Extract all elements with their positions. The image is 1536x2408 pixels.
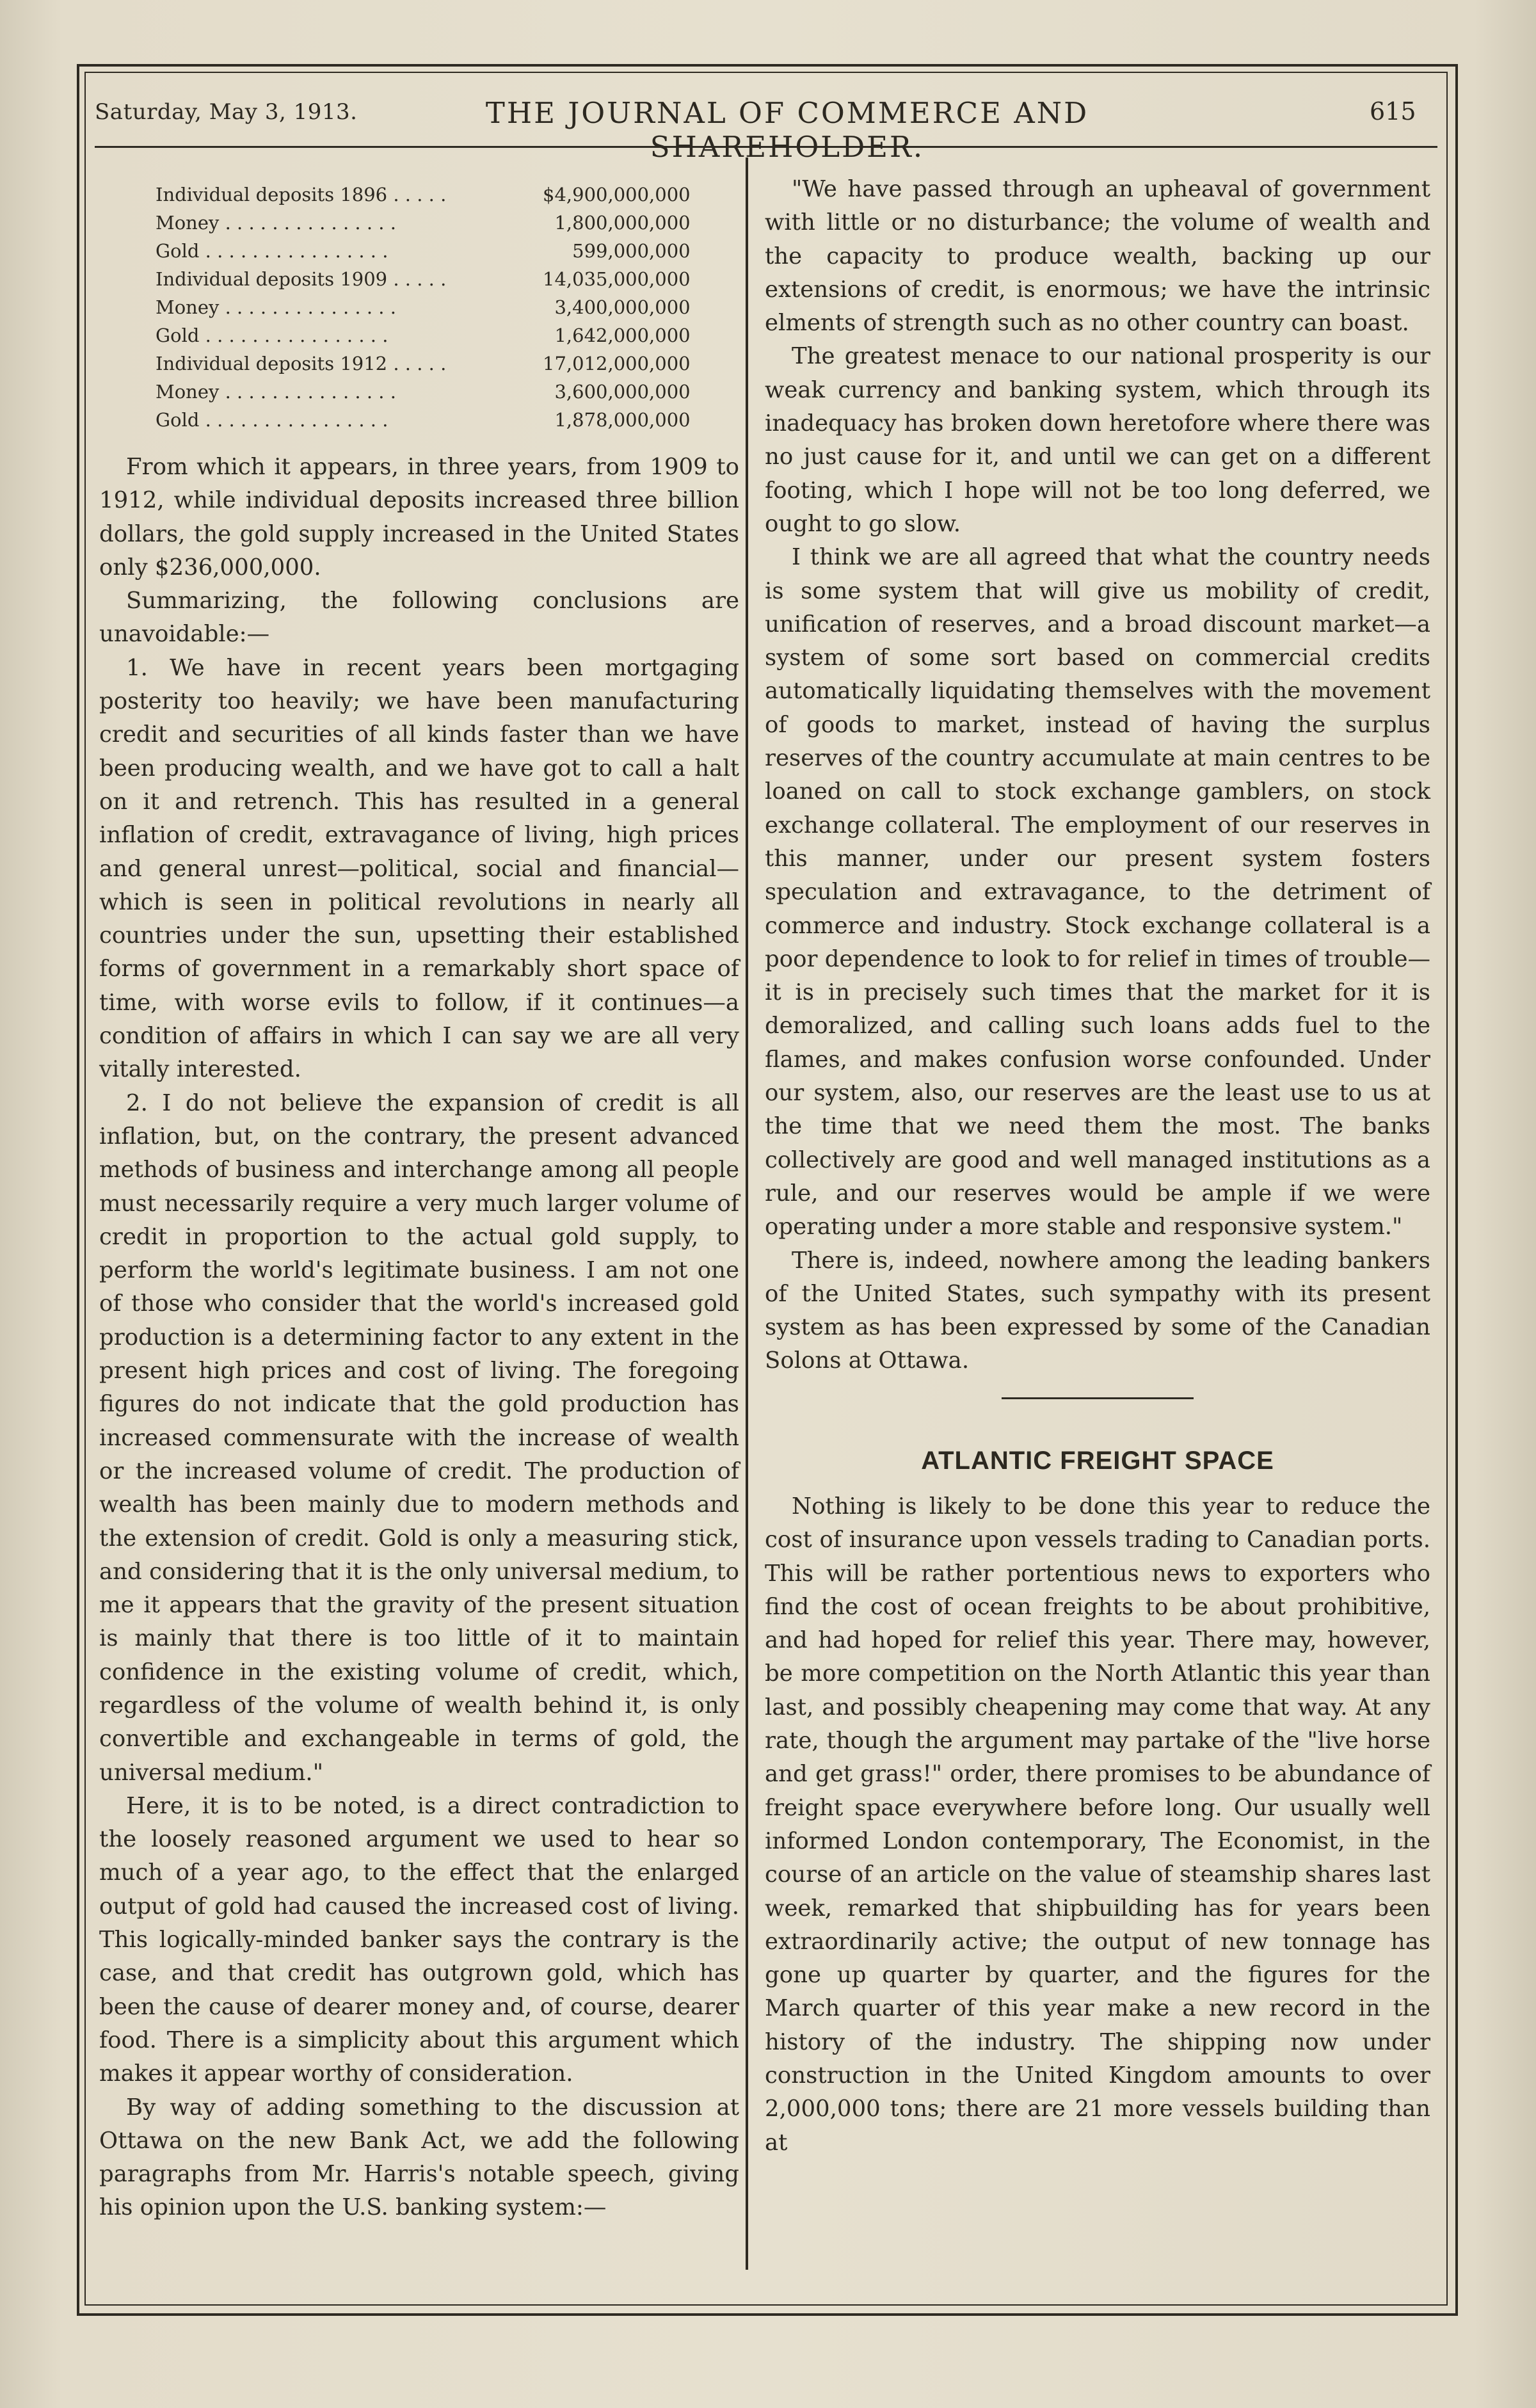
paragraph: From which it appears, in three years, from 1909 to 1912, while individual deposits increased three billion dollars, the gold supply increased in the United States only $236,000,000.	[99, 454, 739, 581]
column-divider	[746, 157, 748, 2270]
row-value: 14,035,000,000	[543, 268, 691, 290]
paragraph: Here, it is to be noted, is a direct contradiction to the loosely reasoned argument we used to hear so much of a year ago, to the effect that the enlarged output of gold had caused the increased cost of living. This logically-minded banker says the contrary is the case, and that credit has outgrown gold, which has been the cause of dearer money and, of course, dearer food. There is a simplicity about this argument which makes it appear worthy of consideration.	[99, 1792, 739, 2087]
row-label: Individual deposits 1912 . . . . .	[156, 353, 447, 374]
paragraph: 2. I do not believe the expansion of credit is all inflation, but, on the contrary, the present advanced methods of business and interchange among all people must necessarily require a very much larger volume of credit in proportion to the actual gold supply, to perform the world's legitimate business. I am not one of those who consider that the world's increased gold production is a determining factor to any extent in the present high prices and cost of living. The foregoing figures do not indicate that the gold production has increased commensurate with the increase of wealth or the increased volume of credit. The production of wealth has been mainly due to modern methods and the extension of credit. Gold is only a measuring stick, and considering that it is the only universal medium, to me it appears that the gravity of the present situation is mainly that there is too little of it to maintain confidence in the existing volume of credit, which, regardless of the volume of wealth behind it, is only convertible and exchangeable in terms of gold, the universal medium."	[99, 1089, 739, 1786]
table-row	[156, 237, 691, 265]
paragraph: I think we are all agreed that what the country needs is some system that will give us mobility of credit, unification of reserves, and a broad discount market—a system of some sort based on commercial credits automatically liquidating themselves with the movement of goods to market, instead of having the surplus reserves of the country accumulate at main centres to be loaned on call to stock exchange gamblers, on stock exchange collateral. The employment of our reserves in this manner, under our present system fosters speculation and extravagance, to the detriment of commerce and industry. Stock exchange collateral is a poor dependence to look to for relief in times of trouble—it is in precisely such times that the market for it is demoralized, and calling such loans adds fuel to the flames, and makes confusion worse confounded. Under our system, also, our reserves are the least use to us at the time that we need them the most. The banks collectively are good and well managed institutions as a rule, and our reserves would be ample if we were operating under a more stable and responsive system."	[765, 544, 1430, 1240]
page-number: 615	[1370, 97, 1416, 125]
table-row	[156, 349, 691, 378]
paragraph: The greatest menace to our national prosperity is our weak currency and banking system, which through its inadequacy has broken down heretofore where there was no just cause for it, and until we can get on a different footing, which I hope will not be too long deferred, we ought to go slow.	[765, 343, 1430, 537]
row-value: $4,900,000,000	[543, 184, 691, 205]
journal-title: THE JOURNAL OF COMMERCE AND SHAREHOLDER.	[485, 96, 1089, 164]
row-value: 599,000,000	[572, 240, 691, 262]
row-label: Individual deposits 1896 . . . . .	[156, 184, 447, 205]
section-separator	[1002, 1397, 1194, 1399]
table-row	[156, 406, 691, 434]
article-headline: ATLANTIC FREIGHT SPACE	[921, 1446, 1274, 1475]
paragraph: 1. We have in recent years been mortgaging posterity too heavily; we have been manufacturing credit and securities of all kinds faster than we have been producing wealth, and we have got to call a halt on it and retrench. This has resulted in a general inflation of credit, extravagance of living, high prices and general unrest—political, social and financial—which is seen in political revolutions in nearly all countries under the sun, upsetting their established forms of government in a remarkably short space of time, with worse evils to follow, if it continues—a condition of affairs in which I can say we are all very vitally interested.	[99, 654, 739, 1083]
row-value: 1,800,000,000	[554, 212, 691, 234]
paragraph: Summarizing, the following conclusions are unavoidable:—	[99, 588, 739, 648]
table-row	[156, 321, 691, 349]
right-column	[765, 173, 1430, 2160]
table-row	[156, 209, 691, 237]
table-row	[156, 293, 691, 321]
row-label: Gold . . . . . . . . . . . . . . . .	[156, 240, 388, 262]
row-label: Money . . . . . . . . . . . . . . .	[156, 212, 396, 234]
paragraph: "We have passed through an upheaval of government with little or no disturbance; the volume of wealth and the capacity to produce wealth, backing up our extensions of credit, is enormous; we have the intrinsic elments of strength such as no other country can boast.	[765, 176, 1430, 337]
row-value: 1,642,000,000	[554, 325, 691, 346]
row-value: 1,878,000,000	[554, 409, 691, 431]
row-value: 17,012,000,000	[543, 353, 691, 374]
paragraph: Nothing is likely to be done this year to reduce the cost of insurance upon vessels trading to Canadian ports. This will be rather portentious news to exporters who find the cost of ocean freights to be about prohibitive, and had hoped for relief this year. There may, however, be more competition on the North Atlantic this year than last, and possibly cheapening may come that way. At any rate, though the argument may partake of the "live horse and get grass!" order, there promises to be abundance of freight space everywhere before long. Our usually well informed London contemporary, The Economist, in the course of an article on the value of steamship shares last week, remarked that shipbuilding has for years been extraordinarily active; the output of new tonnage has gone up quarter by quarter, and the figures for the March quarter of this year make a new record in the history of the industry. The shipping now under construction in the United Kingdom amounts to over 2,000,000 tons; there are 21 more vessels building than at	[765, 1493, 1430, 2156]
paragraph: There is, indeed, nowhere among the leading bankers of the United States, such sympathy with its present system as has been expressed by some of the Canadian Solons at Ottawa.	[765, 1247, 1430, 1374]
row-label: Gold . . . . . . . . . . . . . . . .	[156, 409, 388, 431]
header-rule	[95, 146, 1437, 148]
row-label: Money . . . . . . . . . . . . . . .	[156, 296, 396, 318]
left-column	[99, 173, 739, 2225]
table-row	[156, 378, 691, 406]
issue-date: Saturday, May 3, 1913.	[95, 99, 358, 125]
row-value: 3,600,000,000	[554, 381, 691, 403]
row-label: Gold . . . . . . . . . . . . . . . .	[156, 325, 388, 346]
deposits-table	[156, 181, 691, 434]
row-label: Money . . . . . . . . . . . . . . .	[156, 381, 396, 403]
spacer	[99, 434, 739, 451]
paragraph: By way of adding something to the discussion at Ottawa on the new Bank Act, we add the following paragraphs from Mr. Harris's notable speech, giving his opinion upon the U.S. banking system:—	[99, 2094, 739, 2221]
row-label: Individual deposits 1909 . . . . .	[156, 268, 447, 290]
row-value: 3,400,000,000	[554, 296, 691, 318]
table-row	[156, 265, 691, 293]
table-row	[156, 181, 691, 209]
